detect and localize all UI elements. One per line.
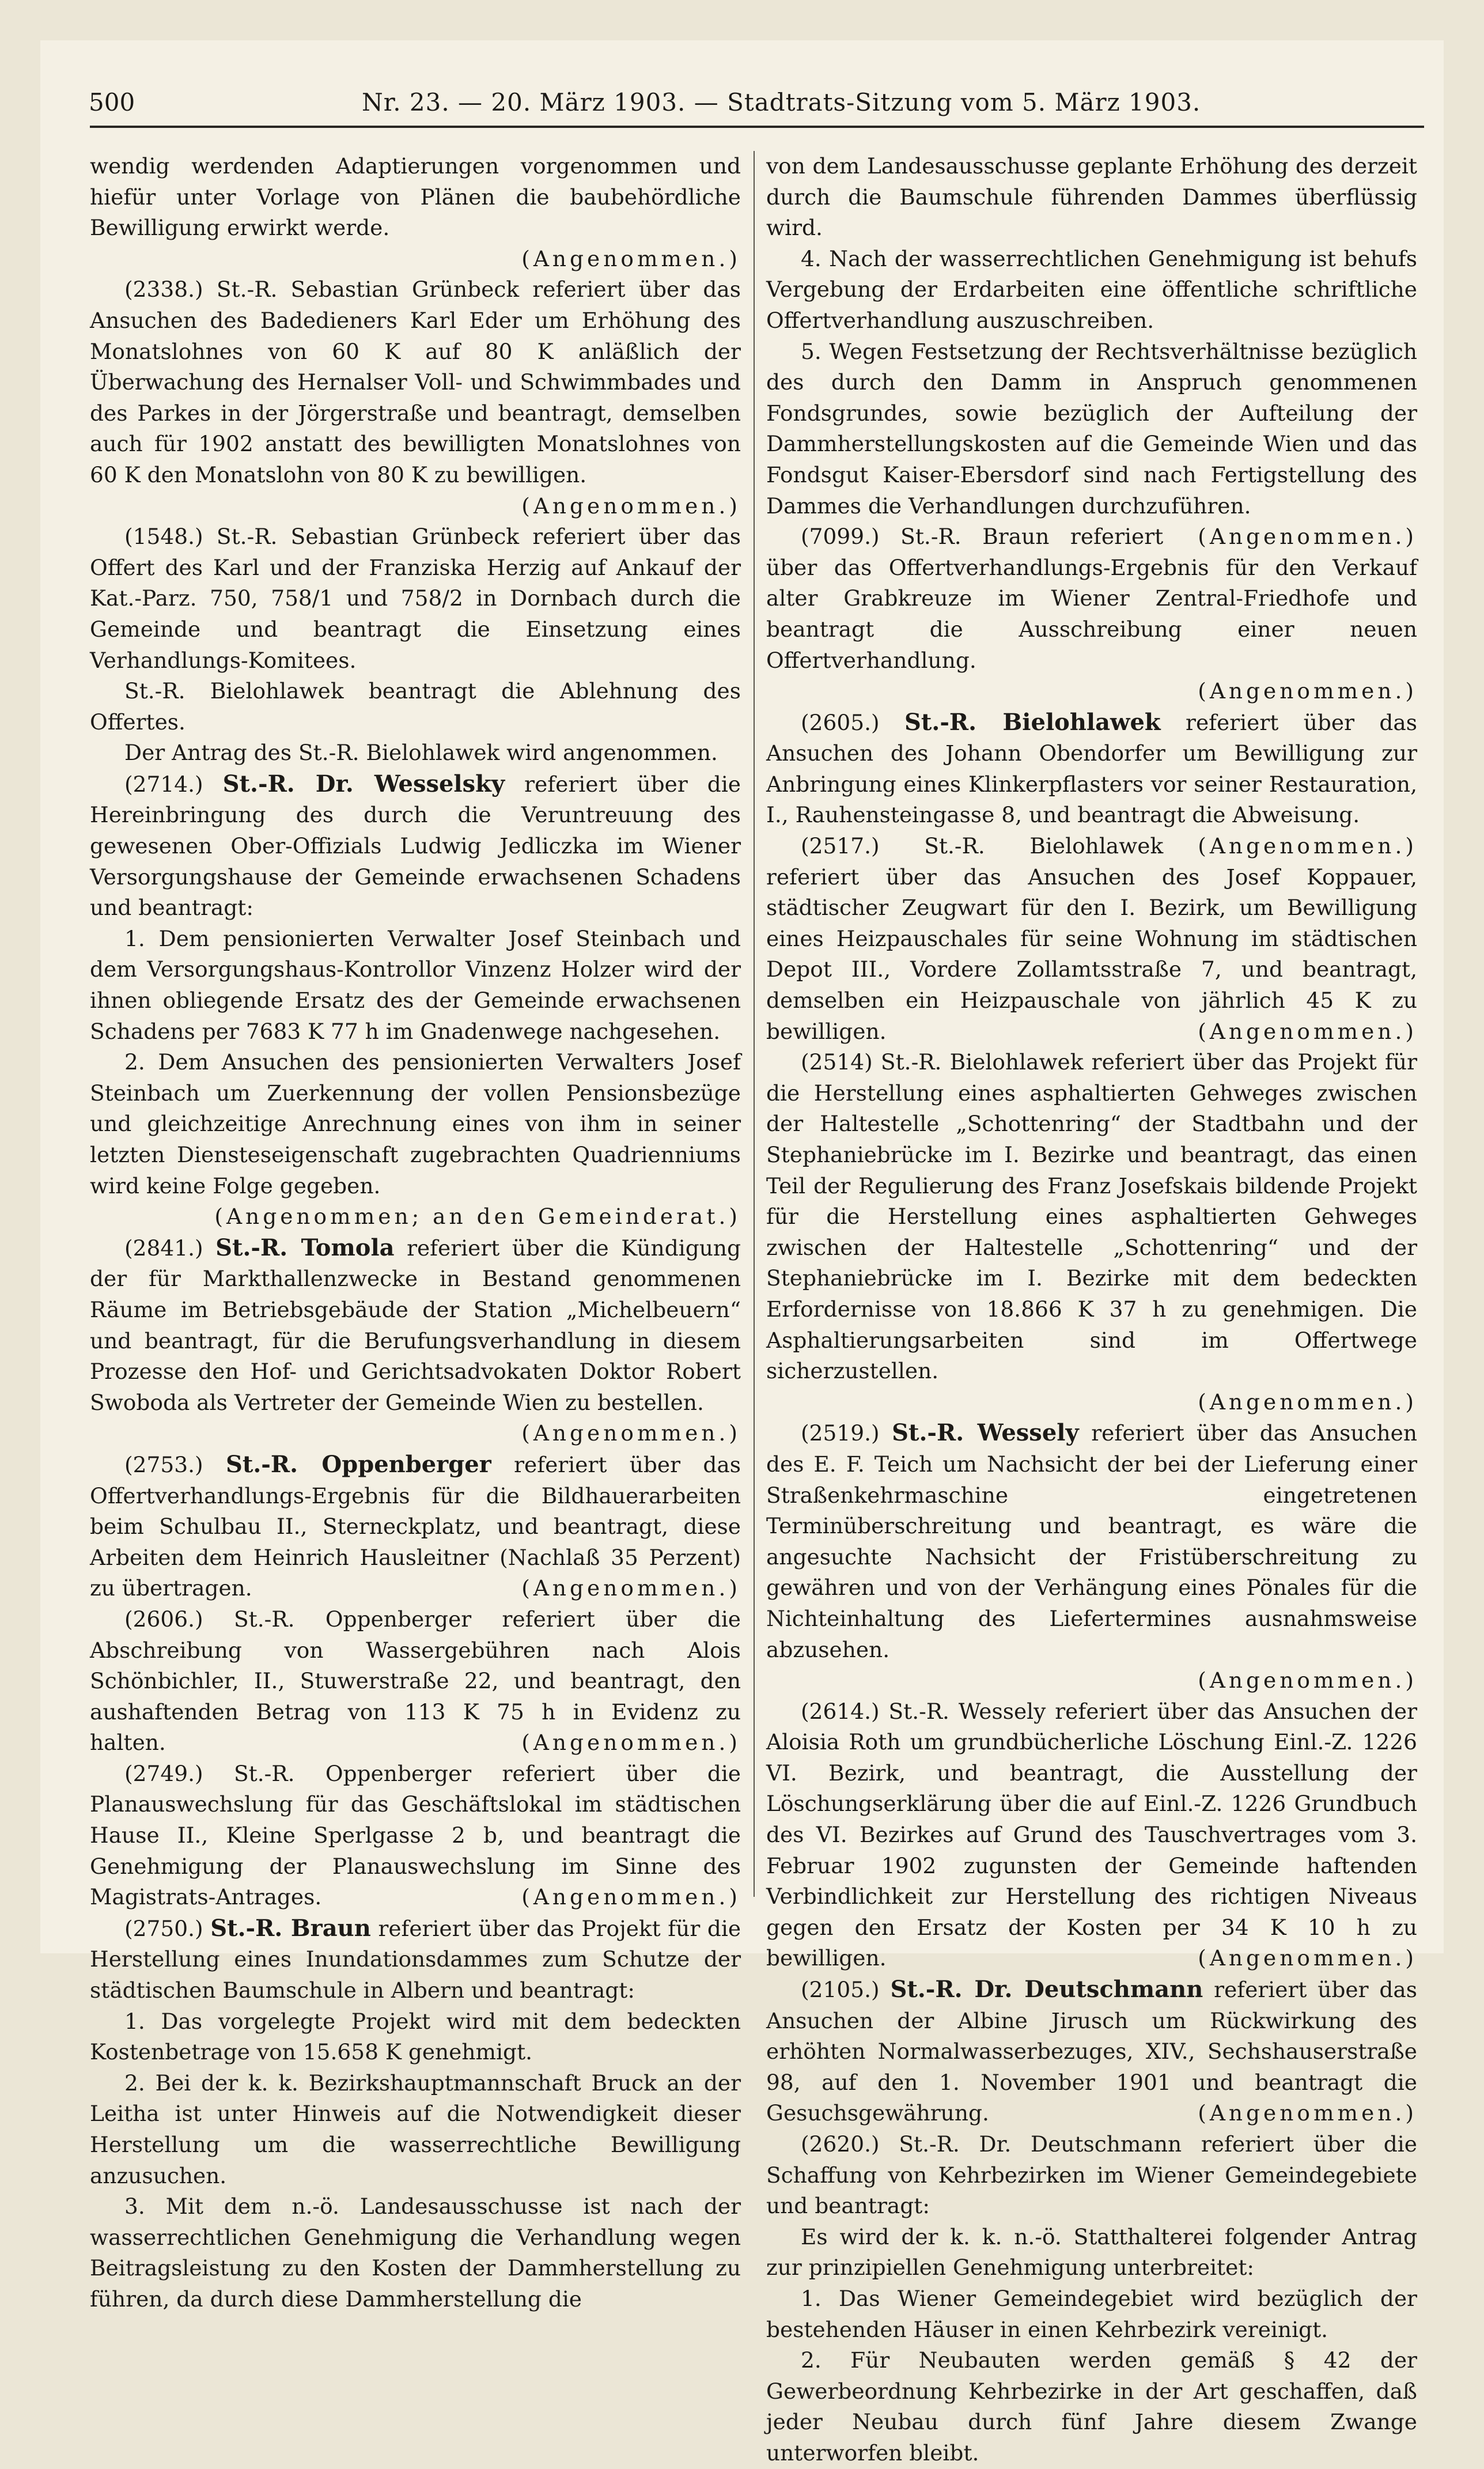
result-note: (Angenommen.) [521, 1884, 741, 1910]
reference-number: (2517.) [801, 833, 880, 859]
paragraph [90, 738, 741, 769]
result-note: (Angenommen.) [521, 245, 741, 271]
paragraph [90, 151, 741, 244]
paragraph [90, 1759, 741, 1913]
paragraph-text: St.-R. Bielohlawek beantragt die Ablehnung des Offertes. [90, 678, 741, 735]
paragraph [90, 2006, 741, 2068]
result-note: (Angenommen.) [1198, 1018, 1417, 1044]
result-note: (Angenommen.) [1198, 1389, 1417, 1415]
paragraph [90, 676, 741, 738]
reference-number: (2338.) [124, 277, 203, 303]
paragraph-text: St.-R. Oppenberger referiert über die Planauswechslung für das Geschäftslokal im städtischen Hause II., Kleine Sperlgasse 2 b, und beantragt die Genehmigung der Planauswechslung im Sinne des Magistrats-Antrages. [90, 1760, 741, 1910]
paragraph [90, 1047, 741, 1201]
councillor-name: St.-R. Wessely [892, 1419, 1079, 1447]
reference-number: (2514) [801, 1049, 873, 1075]
result-note: (Angenommen.) [1198, 1668, 1417, 1693]
paragraph [766, 1047, 1417, 1387]
paragraph-text: 5. Wegen Festsetzung der Rechtsverhältnisse bezüglich des durch den Damm in Anspruch genommenen Fondsgrundes, sowie bezüglich der Aufteilung der Dammherstellungskosten auf die Gemeinde Wien und das Fondsgut Kaiser-Ebersdorf sind nach Fertigstellung des Dammes die Verhandlungen durchzuführen. [766, 338, 1417, 519]
paragraph-text: referiert über die Kündigung der für Markthallenzwecke in Bestand genommenen Räume im Betriebsgebäude der Station „Michelbeuern“ und beantragt, für die Berufungsverhandlung in diesem Prozesse den Hof- und Gerichtsadvokaten Doktor Robert Swoboda als Vertreter der Gemeinde Wien zu bestellen. [90, 1235, 741, 1415]
councillor-name: St.-R. Dr. Wesselsky [222, 770, 505, 797]
paragraph-text: 2. Bei der k. k. Bezirkshauptmannschaft Bruck an der Leitha ist unter Hinweis auf die Notwendigkeit dieser Herstellung um die wasserrechtliche Bewilligung anzusuchen. [90, 2070, 741, 2188]
reference-number: (2606.) [124, 1606, 203, 1632]
paragraph-text: 2. Dem Ansuchen des pensionierten Verwalters Josef Steinbach um Zuerkennung der vollen Pensionsbezüge und gleichzeitige Anrechnung eines von ihm in seiner letzten Diensteseigenschaft zugebrachten Quadrienniums wird keine Folge gegeben. [90, 1049, 741, 1198]
paragraph [90, 521, 741, 676]
result-note: (Angenommen.) [521, 493, 741, 519]
councillor-name: St.-R. Bielohlawek [904, 708, 1161, 736]
paragraph [766, 2129, 1417, 2222]
reference-number: (2841.) [124, 1235, 203, 1261]
paragraph-text: 1. Dem pensionierten Verwalter Josef Steinbach und dem Versorgungshaus-Kontrollor Vinzenz Holzer wird der ihnen obliegende Ersatz des der Gemeinde erwachsenen Schadens per 7683 K 77 h im Gnadenwege nachgesehen. [90, 925, 741, 1044]
paragraph-text: 3. Mit dem n.-ö. Landesausschusse ist nach der wasserrechtlichen Genehmigung die Verhandlung wegen Beitragsleistung zu den Kosten der Dammherstellung zu führen, da durch diese Dammherstellung die [90, 2194, 741, 2312]
result-note: (Angenommen.) [521, 1730, 741, 1756]
paragraph [766, 1696, 1417, 1974]
reference-number: (2714.) [124, 771, 203, 797]
paragraph-text: Es wird der k. k. n.-ö. Statthalterei folgender Antrag zur prinzipiellen Genehmigung unterbreitet: [766, 2224, 1417, 2281]
paragraph-text: Der Antrag des St.-R. Bielohlawek wird angenommen. [124, 740, 718, 766]
result-note: (Angenommen.) [521, 1420, 741, 1446]
councillor-name: St.-R. Oppenberger [226, 1450, 491, 1478]
column-divider [754, 151, 755, 1897]
paragraph-text: referiert über das Ansuchen des E. F. Teich um Nachsicht der bei der Lieferung einer Straßenkehrmaschine eingetretenen Terminüberschreitung und beantragt, es wäre die angesuchte Nachsicht der Fristüberschreitung zu gewähren und von der Verhängung eines Pönales für die Nichteinhaltung des Liefertermines ausnahmsweise abzusehen. [766, 1420, 1417, 1662]
paragraph-text: St.-R. Bielohlawek referiert über das Projekt für die Herstellung eines asphaltierten Gehweges zwischen der Haltestelle „Schottenring“ der Stadtbahn und der Stephaniebrücke im I. Bezirke und beantragt, das einen Teil der Regulierung des Franz Josefskais bildende Projekt für die Herstellung eines asphaltierten Gehweges zwischen der Haltestelle „Schottenring“ und der Stephaniebrücke im I. Bezirke mit dem bedeckten Erfordernisse von 18.866 K 37 h zu genehmigen. Die Asphaltierungsarbeiten sind im Offertwege sicherzustellen. [766, 1049, 1418, 1384]
paragraph [90, 1232, 741, 1419]
paragraph [90, 2068, 741, 2191]
reference-number: (2105.) [801, 1977, 880, 2003]
paragraph [766, 151, 1417, 244]
paragraph-text: von dem Landesausschusse geplante Erhöhung des derzeit durch die Baumschule führenden Dammes überflüssig wird. [766, 153, 1417, 241]
paragraph [90, 274, 741, 490]
reference-number: (2753.) [124, 1451, 203, 1477]
reference-number: (2519.) [801, 1420, 880, 1446]
paragraph [766, 244, 1417, 336]
paragraph-text: St.-R. Dr. Deutschmann referiert über die Schaffung von Kehrbezirken im Wiener Gemeindegebiete und beantragt: [766, 2131, 1417, 2219]
paragraph-text: St.-R. Wessely referiert über das Ansuchen der Aloisia Roth um grundbücherliche Löschung Einl.-Z. 1226 VI. Bezirk, und beantragt, die Ausstellung der Löschungserklärung über die auf Einl.-Z. 1226 Grundbuch des VI. Bezirkes auf Grund des Tauschvertrages vom 3. Februar 1902 zugunsten der Gemeinde haftenden Verbindlichkeit zur Herstellung des richtigen Niveaus gegen den Ersatz der Kosten per 34 K 10 h zu bewilligen. [766, 1698, 1417, 1971]
running-title: Nr. 23. — 20. März 1903. — Stadtrats-Sitzung vom 5. März 1903. [362, 88, 1201, 116]
paragraph-text: referiert über das Ansuchen des Johann Obendorfer um Bewilligung zur Anbringung eines Klinkerpflasters vor seiner Restauration, I., Rauhensteingasse 8, und beantragt die Abweisung. [766, 709, 1418, 828]
paragraph-text: St.-R. Sebastian Grünbeck referiert über das Ansuchen des Badedieners Karl Eder um Erhöhung des Monatslohnes von 60 K auf 80 K anläßlich der Überwachung des Hernalser Voll- und Schwimmbades und des Parkes in der Jörgerstraße und beantragt, demselben auch für 1902 anstatt des bewilligten Monatslohnes von 60 K den Monatslohn von 80 K zu bewilligen. [90, 277, 741, 487]
paragraph [766, 2222, 1417, 2283]
left-column [90, 151, 741, 2315]
reference-number: (2605.) [801, 709, 880, 735]
reference-number: (1548.) [124, 524, 203, 550]
paragraph-text: St.-R. Bielohlawek referiert über das Ansuchen des Josef Koppauer, städtischer Zeugwart für den I. Bezirk, um Bewilligung eines Heizpauschales für seine Wohnung im städtischen Depot III., Vordere Zollamtsstraße 7, und beantragt, demselben ein Heizpauschale von jährlich 45 K zu bewilligen. [766, 833, 1417, 1044]
paragraph [766, 831, 1417, 1047]
paragraph [90, 2191, 741, 2315]
paragraph [90, 924, 741, 1047]
councillor-name: St.-R. Braun [210, 1914, 371, 1942]
result-note: (Angenommen.) [1198, 678, 1417, 704]
paragraph [766, 2283, 1417, 2345]
paragraph-text: referiert über das Offertverhandlungs-Ergebnis für die Bildhauerarbeiten beim Schulbau II., Sterneckplatz, und beantragt, diese Arbeiten dem Heinrich Hausleitner (Nachlaß 35 Perzent) zu übertragen. [90, 1451, 741, 1601]
paragraph-text: 1. Das vorgelegte Projekt wird mit dem bedeckten Kostenbetrage von 15.658 K genehmigt. [90, 2008, 741, 2065]
result-note: (Angenommen.) [1198, 524, 1417, 550]
paragraph [766, 1417, 1417, 1665]
paragraph [90, 1913, 741, 2006]
paragraph-text: referiert über das Ansuchen der Albine Jirusch um Rückwirkung des erhöhten Normalwasserbezuges, XIV., Sechshauserstraße 98, auf den 1. November 1901 und beantragt die Gesuchsgewährung. [766, 1977, 1417, 2126]
reference-number: (2620.) [801, 2131, 880, 2157]
result-note: (Angenommen; an den Gemeinderat.) [214, 1204, 741, 1230]
page-header [51, 85, 1433, 120]
councillor-name: St.-R. Tomola [215, 1234, 395, 1261]
paragraph-text: St.-R. Braun referiert über das Offertverhandlungs-Ergebnis für den Verkauf alter Grabkreuze im Wiener Zentral-Friedhofe und beantragt die Ausschreibung einer neuen Offertverhandlung. [766, 524, 1417, 673]
councillor-name: St.-R. Dr. Deutschmann [890, 1976, 1203, 2003]
paragraph-text: St.-R. Oppenberger referiert über die Abschreibung von Wassergebühren nach Alois Schönbichler, II., Stuwerstraße 22, und beantragt, den aushaftenden Betrag von 113 K 75 h in Evidenz zu halten. [90, 1606, 741, 1756]
reference-number: (7099.) [801, 524, 880, 550]
header-rule [90, 126, 1424, 128]
reference-number: (2614.) [801, 1698, 880, 1724]
paragraph-text: 2. Für Neubauten werden gemäß § 42 der Gewerbeordnung Kehrbezirke in der Art geschaffen, daß jeder Neubau durch fünf Jahre diesem Zwange unterworfen bleibt. [766, 2347, 1417, 2466]
result-note: (Angenommen.) [1198, 833, 1417, 859]
paragraph [766, 1974, 1417, 2129]
paragraph [766, 2345, 1417, 2468]
reference-number: (2749.) [124, 1760, 203, 1786]
paragraph [90, 769, 741, 924]
paragraph [90, 1449, 741, 1604]
paragraph-text: 1. Das Wiener Gemeindegebiet wird bezüglich der bestehenden Häuser in einen Kehrbezirk vereinigt. [766, 2285, 1417, 2342]
paragraph-text: St.-R. Sebastian Grünbeck referiert über das Offert des Karl und der Franziska Herzig auf Ankauf der Kat.-Parz. 750, 758/1 und 758/2 in Dornbach durch die Gemeinde und beantragt die Einsetzung eines Verhandlungs-Komitees. [90, 524, 741, 673]
paragraph-text: referiert über das Projekt für die Herstellung eines Inundationsdammes zum Schutze der städtischen Baumschule in Albern und beantragt: [90, 1915, 741, 2003]
paragraph-text: wendig werdenden Adaptierungen vorgenommen und hiefür unter Vorlage von Plänen die baubehördliche Bewilligung erwirkt werde. [90, 153, 741, 241]
result-note: (Angenommen.) [1198, 1945, 1417, 1971]
reference-number: (2750.) [124, 1915, 203, 1941]
paragraph [90, 1604, 741, 1759]
result-note: (Angenommen.) [521, 1575, 741, 1601]
right-column [766, 151, 1417, 2469]
paragraph-text: referiert über die Hereinbringung des durch die Veruntreuung des gewesenen Ober-Offizials Ludwig Jedliczka im Wiener Versorgungshause der Gemeinde erwachsenen Schadens und beantragt: [90, 771, 741, 921]
result-note: (Angenommen.) [1198, 2100, 1417, 2126]
paragraph-text: 4. Nach der wasserrechtlichen Genehmigung ist behufs Vergebung der Erdarbeiten eine öffentliche schriftliche Offertverhandlung auszuschreiben. [766, 245, 1417, 333]
page-number: 500 [89, 88, 135, 116]
